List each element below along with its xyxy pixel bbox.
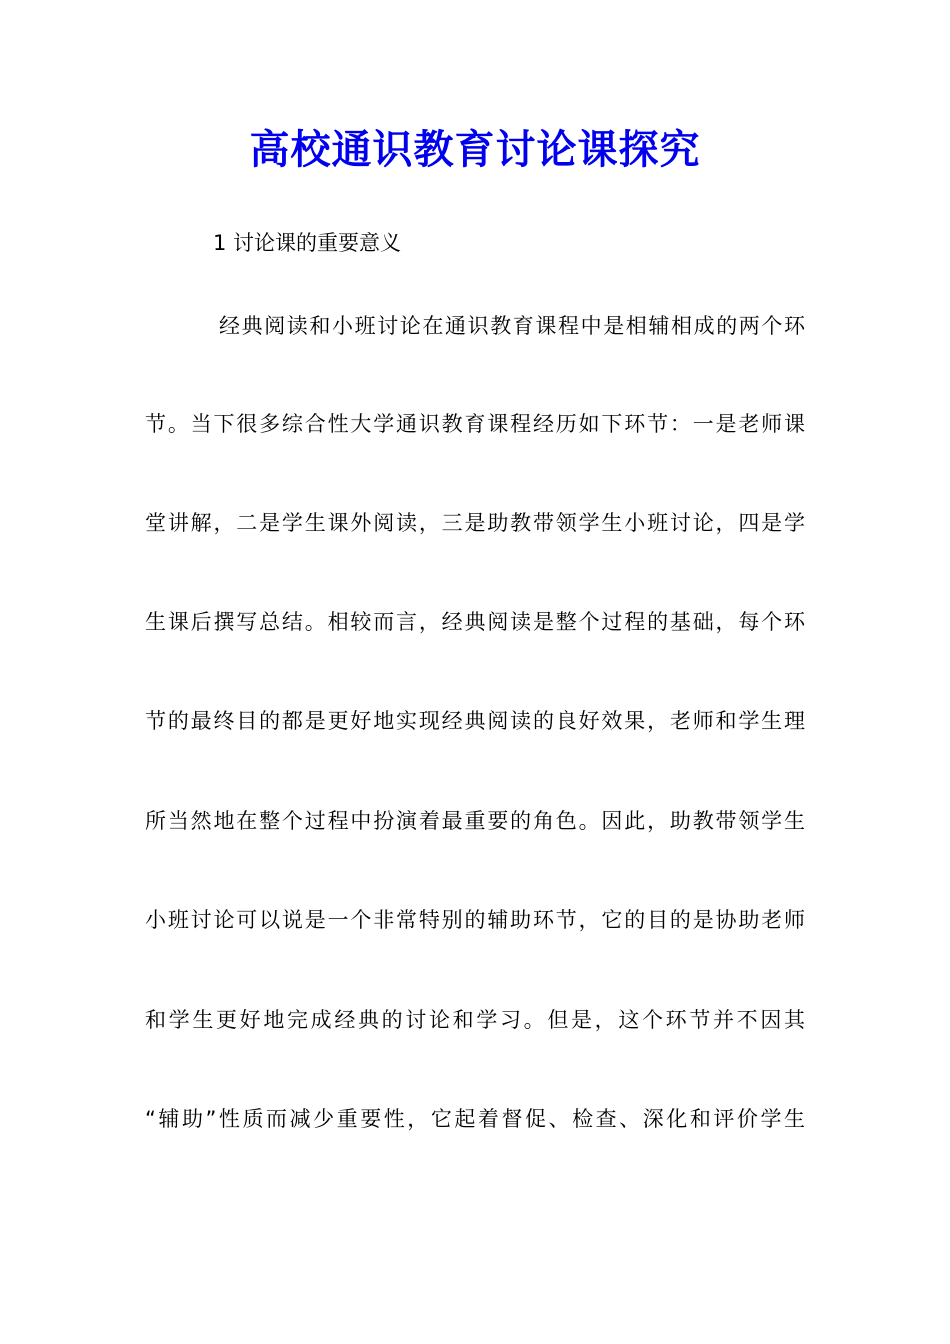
paragraph-line: 节。当下很多综合性大学通识教育课程经历如下环节：一是老师课 (145, 412, 805, 436)
paragraph-line: 小班讨论可以说是一个非常特别的辅助环节，它的目的是协助老师 (145, 908, 805, 932)
paragraph-line: 和学生更好地完成经典的讨论和学习。但是，这个环节并不因其 (145, 1008, 805, 1032)
paragraph-line: 堂讲解，二是学生课外阅读，三是助教带领学生小班讨论，四是学 (145, 511, 805, 535)
document-title: 高校通识教育讨论课探究 (249, 126, 701, 173)
paragraph-line: 节的最终目的都是更好地实现经典阅读的良好效果，老师和学生理 (145, 709, 805, 733)
paragraph-line: 所当然地在整个过程中扮演着最重要的角色。因此，助教带领学生 (145, 809, 805, 833)
paragraph-line: “辅助”性质而减少重要性，它起着督促、检查、深化和评价学生 (145, 1107, 805, 1131)
paragraph-line: 经典阅读和小班讨论在通识教育课程中是相辅相成的两个环 (219, 314, 805, 338)
paragraph-line: 生课后撰写总结。相较而言，经典阅读是整个过程的基础，每个环 (145, 610, 805, 634)
section-heading: 1 讨论课的重要意义 (213, 231, 402, 255)
